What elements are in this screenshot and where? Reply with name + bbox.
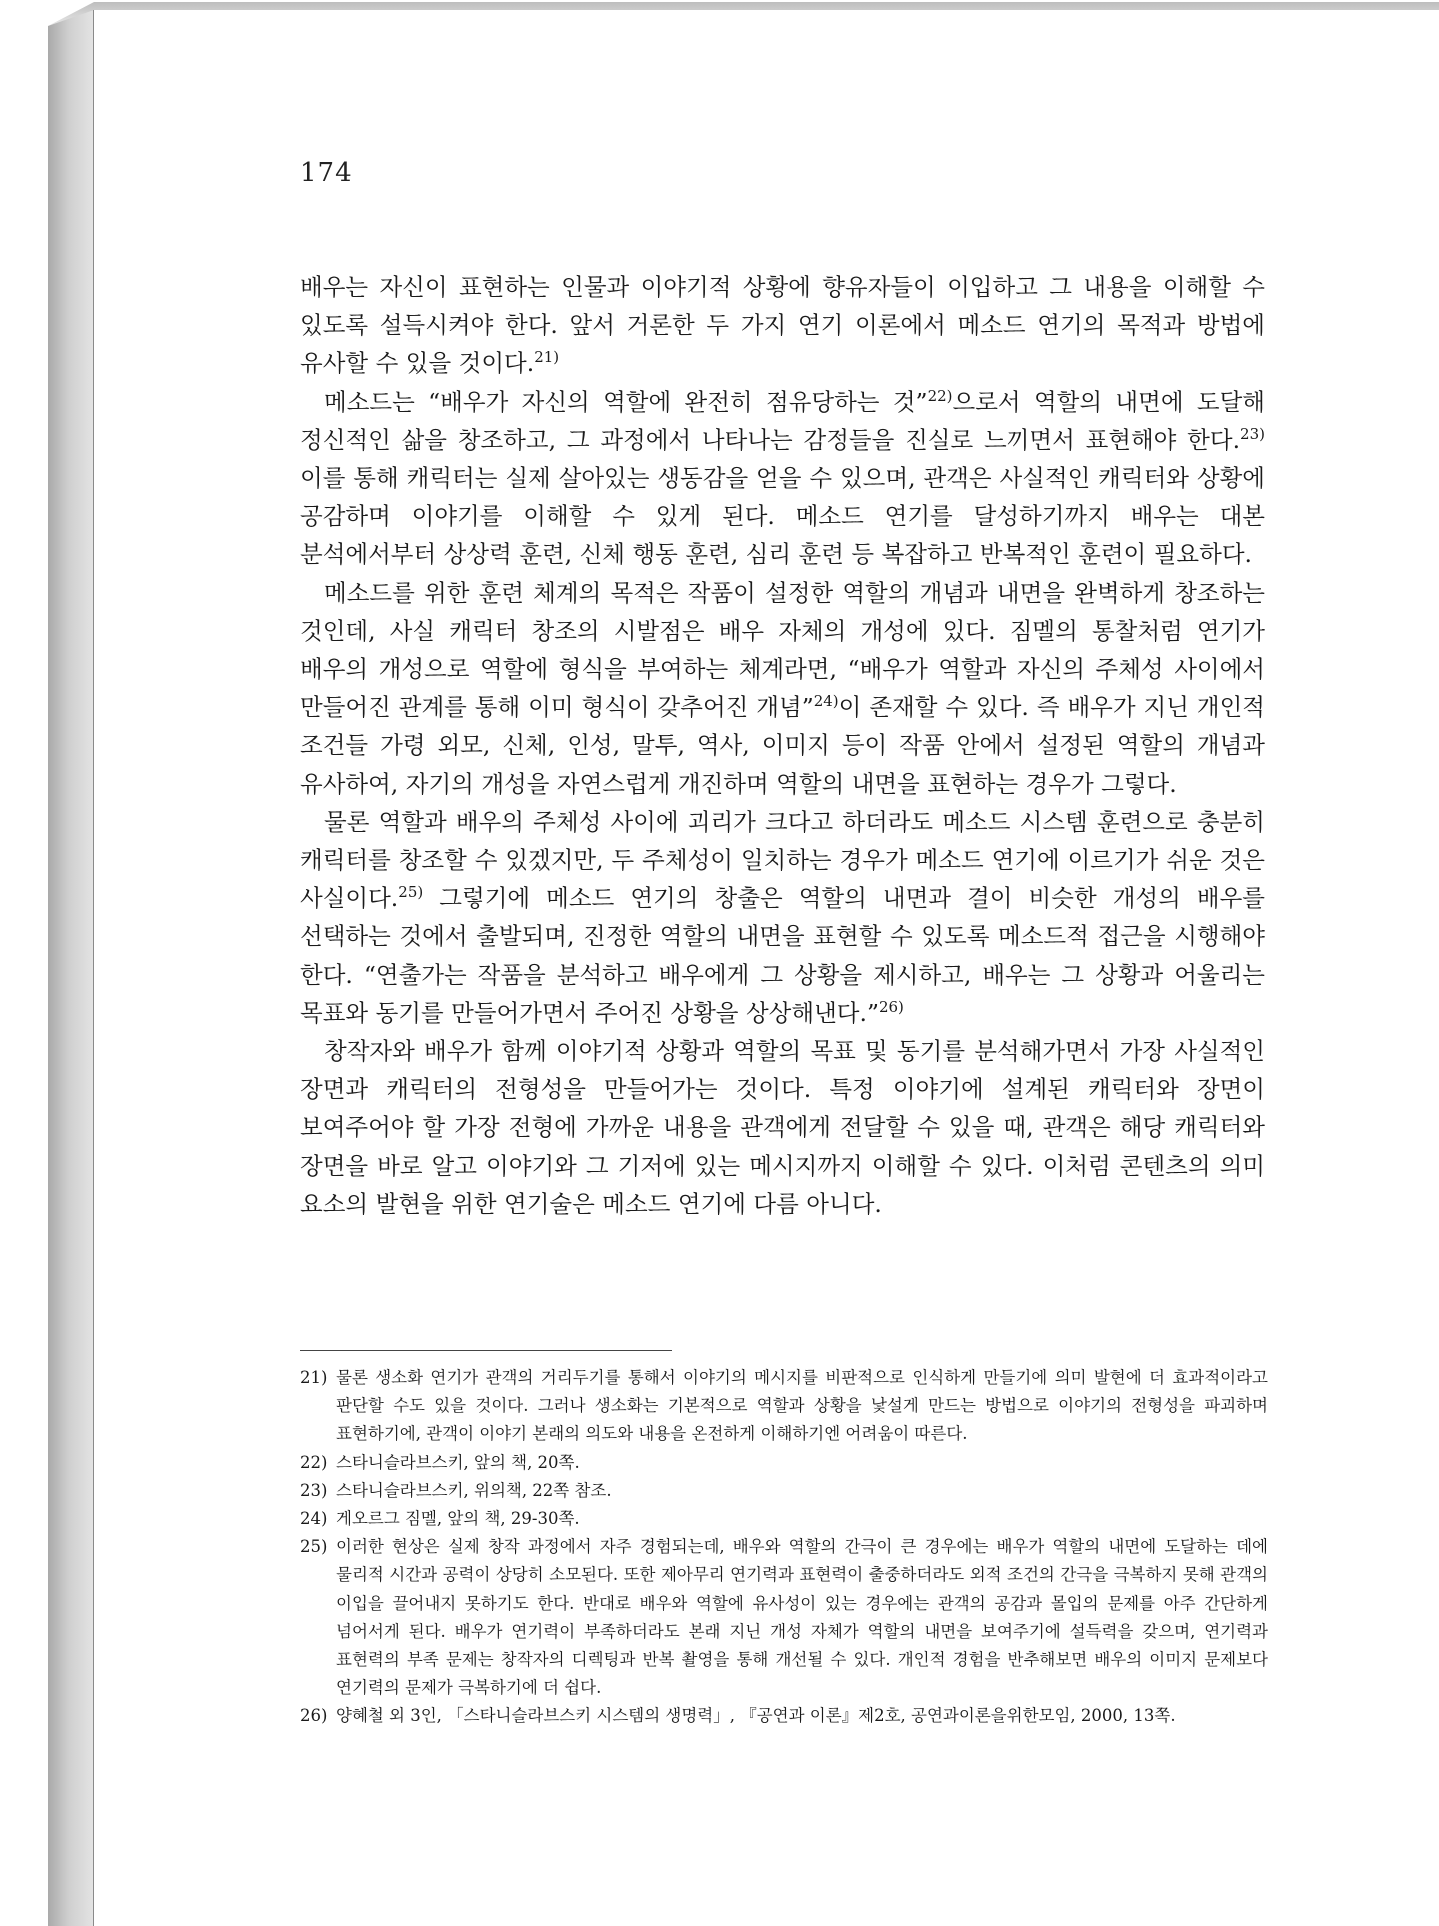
footnote [300, 1505, 1268, 1533]
paragraph-text: 배우는 자신이 표현하는 인물과 이야기적 상황에 향유자들이 이입하고 그 내용을 이해할 수 있도록 설득시켜야 한다. 앞서 거론한 두 가지 연기 이론에서 메소드 연기의 목적과 방법에 유사할 수 있을 것이다. [300, 273, 1265, 378]
footnote [300, 1477, 1268, 1505]
footnote [300, 1702, 1268, 1730]
footnotes [300, 1364, 1268, 1731]
paragraph [300, 1032, 1265, 1223]
paragraph-text: 으로서 역할의 내면에 도달해 정신적인 삶을 창조하고, 그 과정에서 나타나는 감정들을 진실로 느끼면서 표현해야 한다. [300, 387, 1265, 454]
page-number: 174 [300, 158, 353, 188]
paragraph [300, 803, 1265, 1032]
footnote [300, 1449, 1268, 1477]
footnote-text: 물론 생소화 연기가 관객의 거리두기를 통해서 이야기의 메시지를 비판적으로 인식하게 만들기에 의미 발현에 더 효과적이라고 판단할 수도 있을 것이다. 그러나 생소화는 기본적으로 역할과 상황을 낯설게 만드는 방법으로 이야기의 전형성을 파괴하며 표현하기에, 관객이 이야기 본래의 의도와 내용을 온전하게 이해하기엔 어려움이 따른다. [336, 1368, 1268, 1444]
paragraph [300, 268, 1265, 383]
footnote-text: 게오르그 짐멜, 앞의 책, 29-30쪽. [336, 1509, 580, 1529]
footnote-text: 스타니슬라브스키, 앞의 책, 20쪽. [336, 1452, 580, 1472]
paragraph-text: 이 존재할 수 있다. 즉 배우가 지닌 개인적 조건들 가령 외모, 신체, 인성, 말투, 역사, 이미지 등이 작품 안에서 설정된 역할의 개념과 유사하여, 자기의 개성을 자연스럽게 개진하며 역할의 내면을 표현하는 경우가 그렇다. [300, 693, 1265, 798]
footnote-text: 이러한 현상은 실제 창작 과정에서 자주 경험되는데, 배우와 역할의 간극이 큰 경우에는 배우가 역할의 내면에 도달하는 데에 물리적 시간과 공력이 상당히 소모된다. 또한 제아무리 연기력과 표현력이 출중하더라도 외적 조건의 간극을 극복하지 못해 관객의 이입을 끌어내지 못하기도 한다. 반대로 배우와 역할에 유사성이 있는 경우에는 관객의 공감과 몰입의 문제를 아주 간단하게 넘어서게 된다. 배우가 연기력이 부족하더라도 본래 지닌 개성 자체가 역할의 내면을 보여주기에 설득력을 갖으며, 연기력과 표현력의 부족 문제는 창작자의 디렉팅과 반복 촬영을 통해 개선될 수 있다. 개인적 경험을 반추해보면 배우의 이미지 문제보다 연기력의 문제가 극복하기에 더 쉽다. [336, 1537, 1268, 1698]
footnote-reference: 26) [878, 997, 904, 1016]
footnote [300, 1364, 1268, 1449]
footnote-number: 26) [300, 1706, 328, 1726]
footnote-number: 21) [300, 1368, 328, 1387]
paragraph-text: 메소드를 위한 훈련 체계의 목적은 작품이 설정한 역할의 개념과 내면을 완벽하게 창조하는 것인데, 사실 캐릭터 창조의 시발점은 배우 자체의 개성에 있다. 짐멜의 통찰처럼 연기가 배우의 개성으로 역할에 형식을 부여하는 체계라면, “배우가 역할과 자신의 주체성 사이에서 만들어진 관계를 통해 이미 형식이 갖추어진 개념” [300, 578, 1265, 722]
paragraph-text: 창작자와 배우가 함께 이야기적 상황과 역할의 목표 및 동기를 분석해가면서 가장 사실적인 장면과 캐릭터의 전형성을 만들어가는 것이다. 특정 이야기에 설계된 캐릭터와 장면이 보여주어야 할 가장 전형에 가까운 내용을 관객에게 전달할 수 있을 때, 관객은 해당 캐릭터와 장면을 바로 알고 이야기와 그 기저에 있는 메시지까지 이해할 수 있다. 이처럼 콘텐츠의 의미 요소의 발현을 위한 연기술은 메소드 연기에 다름 아니다. [300, 1037, 1266, 1218]
footnote-number: 24) [300, 1509, 328, 1529]
footnote-text: 스타니슬라브스키, 위의책, 22쪽 참조. [336, 1480, 612, 1500]
paragraph [300, 383, 1265, 574]
paragraph-text: 그렇기에 메소드 연기의 창출은 역할의 내면과 결이 비슷한 개성의 배우를 선택하는 것에서 출발되며, 진정한 역할의 내면을 표현할 수 있도록 메소드적 접근을 시행해야 한다. “연출가는 작품을 분석하고 배우에게 그 상황을 제시하고, 배우는 그 상황과 어울리는 목표와 동기를 만들어가면서 주어진 상황을 상상해낸다.” [300, 884, 1265, 1027]
footnote-reference: 25) [398, 883, 424, 902]
footnote-reference: 24) [813, 692, 839, 711]
paragraph-text: 이를 통해 캐릭터는 실제 살아있는 생동감을 얻을 수 있으며, 관객은 사실적인 캐릭터와 상황에 공감하며 이야기를 이해할 수 있게 된다. 메소드 연기를 달성하기까지 배우는 대본 분석에서부터 상상력 훈련, 신체 행동 훈련, 심리 훈련 등 복잡하고 반복적인 훈련이 필요하다. [300, 464, 1265, 569]
body-text [300, 268, 1265, 1223]
footnote-number: 22) [300, 1452, 328, 1472]
book-spine [48, 10, 94, 1926]
footnote-reference: 22) [927, 386, 953, 405]
paragraph [300, 574, 1265, 803]
footnote-number: 25) [300, 1537, 328, 1557]
paragraph-text: 물론 역할과 배우의 주체성 사이에 괴리가 크다고 하더라도 메소드 시스템 훈련으로 충분히 캐릭터를 창조할 수 있겠지만, 두 주체성이 일치하는 경우가 메소드 연기에 이르기가 쉬운 것은 사실이다. [300, 807, 1265, 913]
footnote-text: 양혜철 외 3인, 「스타니슬라브스키 시스템의 생명력」, 『공연과 이론』제2호, 공연과이론을위한모임, 2000, 13쪽. [336, 1706, 1176, 1726]
footnote-number: 23) [300, 1480, 328, 1500]
footnote-reference: 21) [534, 348, 560, 367]
footnote [300, 1533, 1268, 1702]
footnote-reference: 23) [1240, 424, 1265, 443]
footnote-divider [300, 1350, 672, 1351]
paragraph-text: 메소드는 “배우가 자신의 역할에 완전히 점유당하는 것” [324, 387, 928, 416]
